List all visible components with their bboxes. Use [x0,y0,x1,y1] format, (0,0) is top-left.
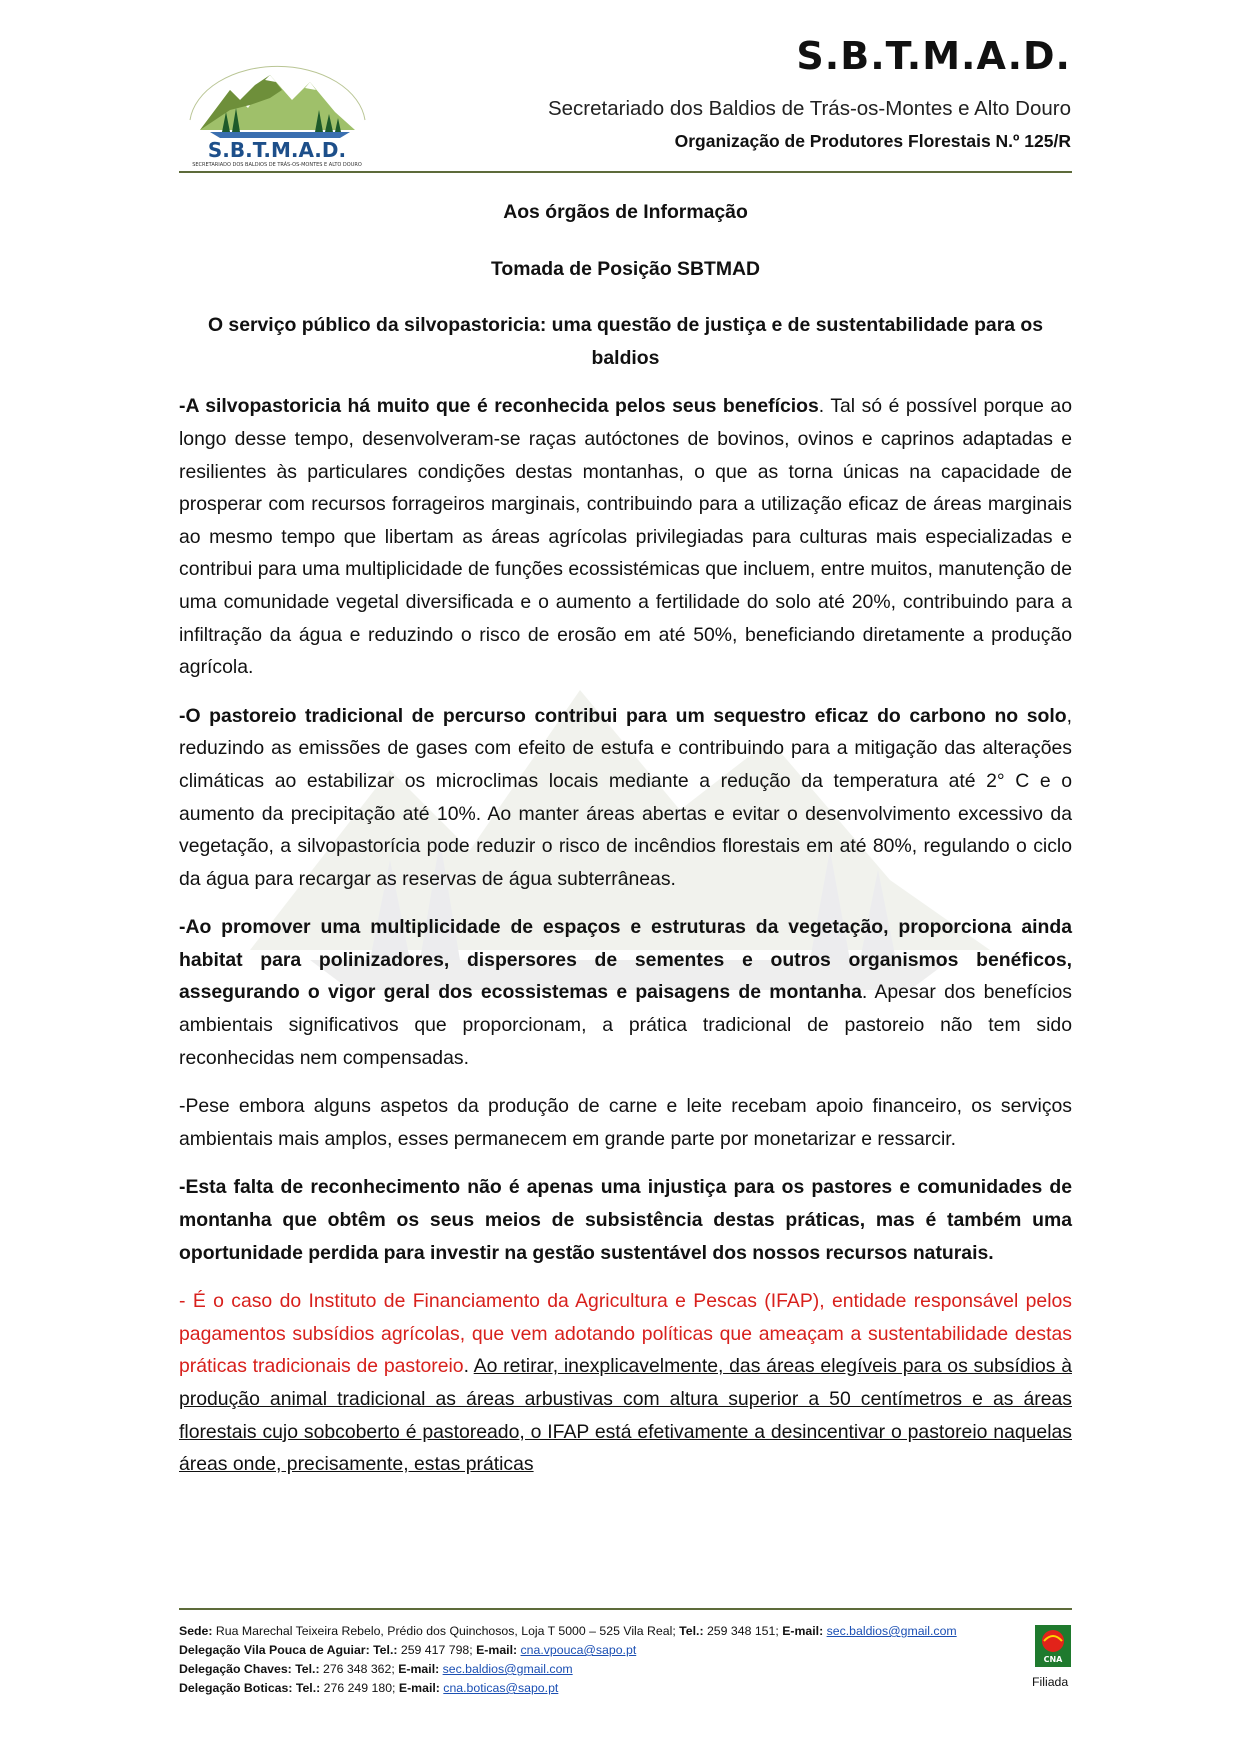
paragraph-2 [179,700,1072,896]
org-subtitle: Organização de Produtores Florestais N.º 125/R [674,131,1071,151]
paragraph-3 [179,911,1072,1074]
email-link-chaves[interactable]: sec.baldios@gmail.com [442,1662,573,1676]
title-subject: O serviço público da silvopastoricia: uma questão de justiça e de sustentabilidade para os baldios [207,314,1044,369]
paragraph-1-bold: -A silvopastoricia há muito que é reconhecida pelos seus benefícios [179,395,819,418]
filiada-label: Filiada [1032,1675,1069,1689]
org-full-name: Secretariado dos Baldios de Trás-os-Montes e Alto Douro [547,97,1071,120]
email-link-sede[interactable]: sec.baldios@gmail.com [826,1624,957,1638]
paragraph-2-text: , reduzindo as emissões de gases com efeito de estufa e contribuindo para a mitigação das alterações climáticas ao estabilizar os microclimas locais mediante a redução da temperatura até 2° C e o aumento da precipitação até 10%. Ao manter áreas abertas e evitar o desenvolvimento excessivo da vegetação, a silvopastorícia pode reduzir o risco de incêndios florestais em até 80%, regulando o ciclo da água para recargar as reservas de água subterrâneas. [179,704,1072,890]
title-recipients: Aos órgãos de Informação [503,201,748,223]
footer-line-boticas: Delegação Boticas: Tel.: 276 249 180; E-mail: cna.boticas@sapo.pt [179,1681,559,1695]
paragraph-6 [179,1285,1072,1481]
cna-logo-text: CNA [1043,1655,1063,1664]
logo-subtext: SECRETARIADO DOS BALDIOS DE TRÁS-OS-MONTES E ALTO DOURO [192,162,362,168]
sbtmad-logo [170,50,385,168]
cna-logo [1035,1625,1071,1667]
paragraph-6-underlined: Ao retirar, inexplicavelmente, das áreas elegíveis para os subsídios à produção animal tradicional as áreas arbustivas com altura superior a 50 centímetros e as áreas florestais cujo sobcoberto é pastoreado, o IFAP está efetivamente a desincentivar o pastoreio naquelas áreas onde, precisamente, estas práticas [179,1355,1072,1476]
footer-contacts [179,1622,957,1698]
title-position: Tomada de Posição SBTMAD [491,257,760,280]
org-name: S.B.T.M.A.D. [796,34,1071,78]
footer-line-vila-pouca: Delegação Vila Pouca de Aguiar: Tel.: 259 417 798; E-mail: cna.vpouca@sapo.pt [179,1643,637,1657]
logo-text: S.B.T.M.A.D. [207,138,347,162]
paragraph-4: -Pese embora alguns aspetos da produção de carne e leite recebam apoio financeiro, os serviços ambientais mais amplos, esses permanecem em grande parte por monetarizar e ressarcir. [179,1095,1072,1150]
footer-line-sede: Sede: Rua Marechal Teixeira Rebelo, Prédio dos Quinchosos, Loja T 5000 – 525 Vila Real; Tel.: 259 348 151; E-mail: sec.baldios@gmail.com [179,1624,957,1638]
email-link-boticas[interactable]: cna.boticas@sapo.pt [443,1681,559,1695]
footer-divider [179,1608,1072,1610]
header-divider [179,171,1072,173]
paragraph-3-bold: -Ao promover uma multiplicidade de espaços e estruturas da vegetação, proporciona ainda habitat para polinizadores, dispersores de sementes e outros organismos benéficos, assegurando o vigor geral dos ecossistemas e paisagens de montanha [179,916,1072,1004]
footer-line-chaves: Delegação Chaves: Tel.: 276 348 362; E-mail: sec.baldios@gmail.com [179,1662,573,1676]
email-link-vila-pouca[interactable]: cna.vpouca@sapo.pt [520,1643,637,1657]
paragraph-3-text: . Apesar dos benefícios ambientais significativos que proporcionam, a prática tradicional de pastoreio não tem sido reconhecidas nem compensadas. [179,981,1072,1069]
paragraph-1-text: . Tal só é possível porque ao longo desse tempo, desenvolveram-se raças autóctones de bovinos, ovinos e caprinos adaptadas e resilientes às particulares condições destas montanhas, o que as torna únicas na capacidade de prosperar com recursos forrageiros marginais, contribuindo para a utilização eficaz de áreas marginais ao mesmo tempo que libertam as áreas agrícolas privilegiadas para culturas mais especializadas e contribui para uma multiplicidade de funções ecossistémicas que incluem, entre muitos, manutenção de uma comunidade vegetal diversificada e o aumento a fertilidade do solo até 20%, contribuindo para a infiltração da água e reduzindo o risco de erosão em até 50%, beneficiando diretamente a produção agrícola. [179,395,1072,679]
paragraph-6-sep: . [463,1355,474,1378]
paragraph-6-red: - É o caso do Instituto de Financiamento da Agricultura e Pescas (IFAP), entidade responsável pelos pagamentos subsídios agrícolas, que vem adotando políticas que ameaçam a sustentabilidade destas práticas tradicionais de pastoreio [179,1290,1072,1378]
paragraph-2-bold: -O pastoreio tradicional de percurso contribui para um sequestro eficaz do carbono no solo [179,704,1067,727]
paragraph-5: -Esta falta de reconhecimento não é apenas uma injustiça para os pastores e comunidades de montanha que obtêm os seus meios de subsistência destas práticas, mas é também uma oportunidade perdida para investir na gestão sustentável dos nossos recursos naturais. [179,1176,1072,1264]
paragraph-1 [179,390,1072,683]
document-body [179,196,1072,1497]
